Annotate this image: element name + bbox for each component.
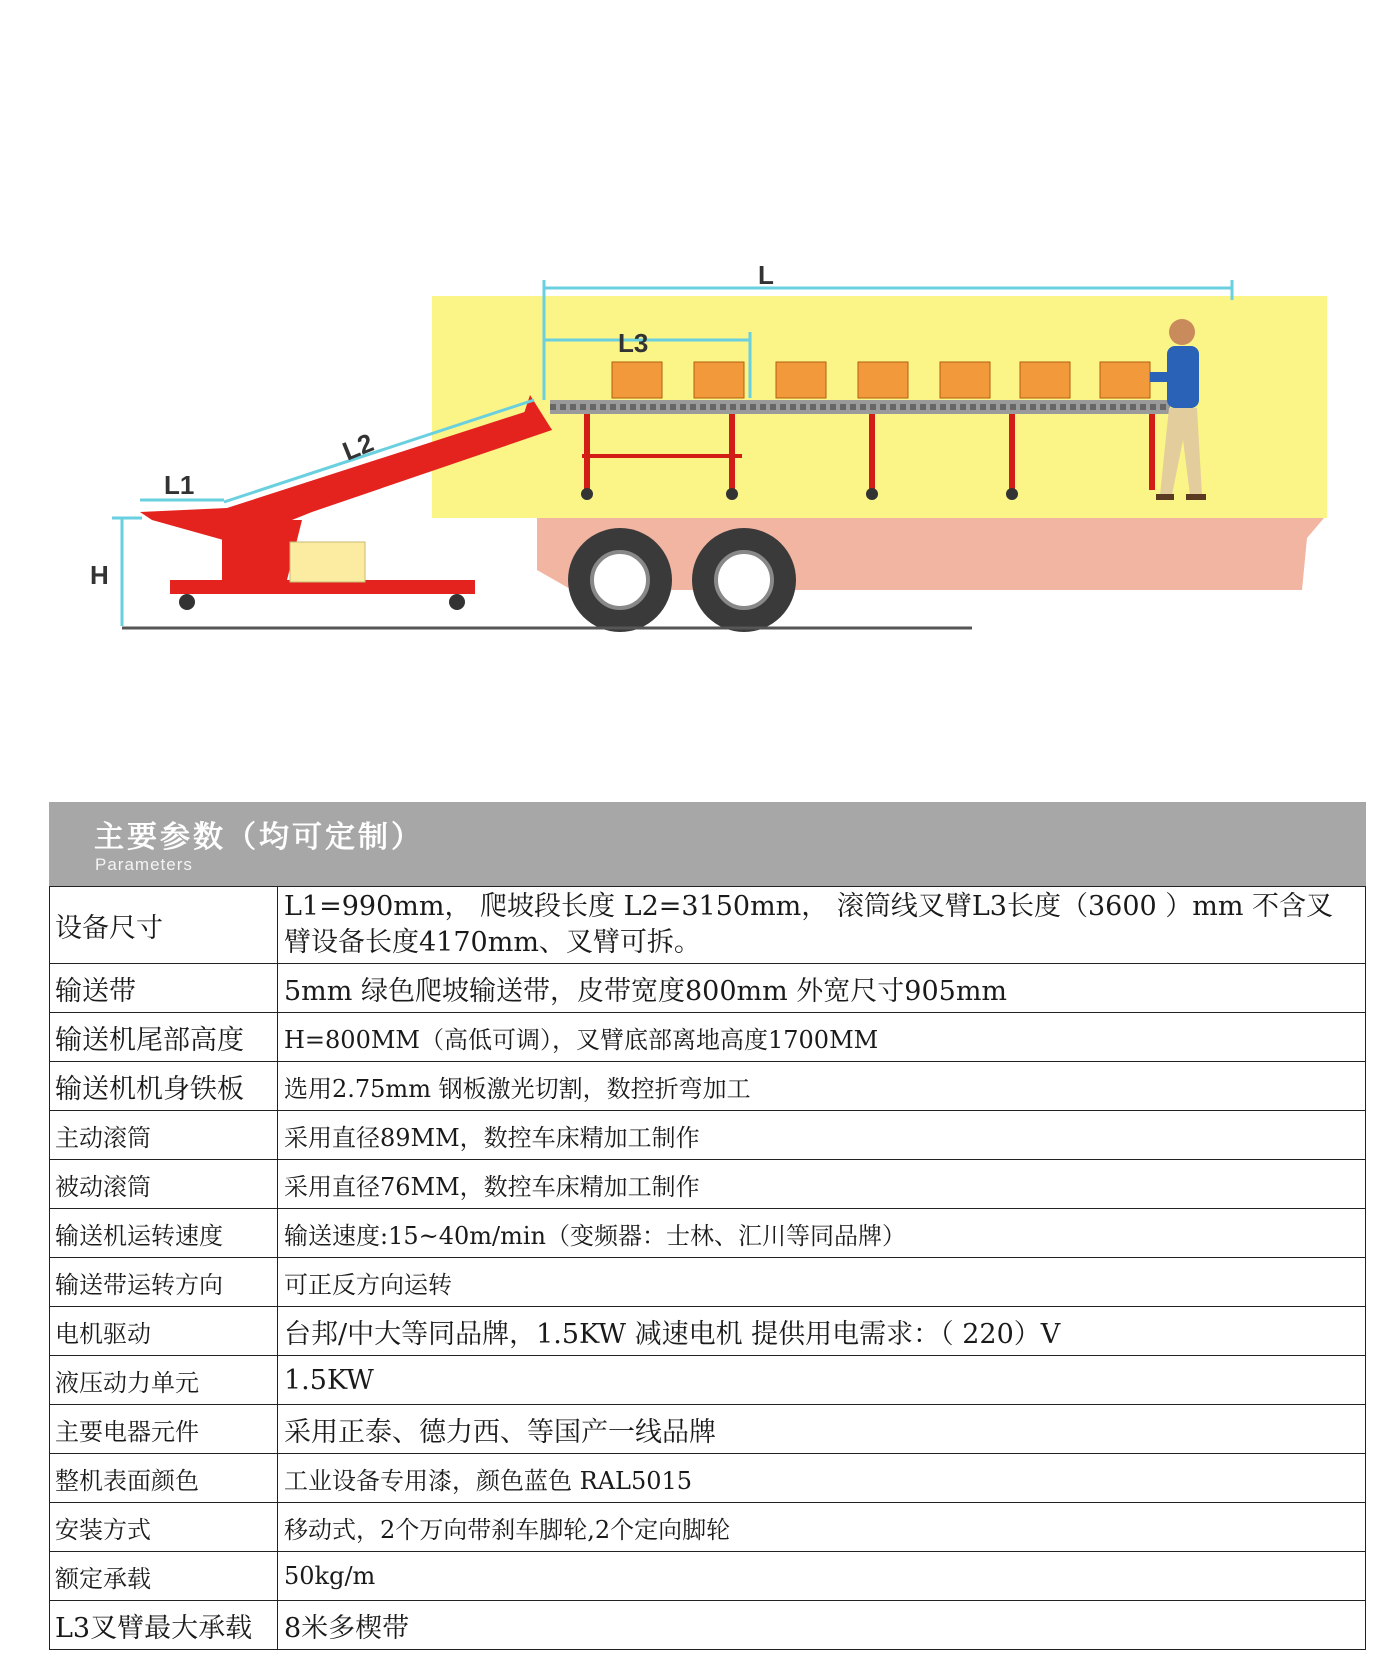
row-label: 设备尺寸 [50,887,278,964]
conveyor-illustration [52,260,1350,700]
row-label: 输送带运转方向 [50,1258,278,1307]
row-label: 输送机运转速度 [50,1209,278,1258]
parameters-header [49,802,1366,886]
label-L1: L1 [164,470,195,500]
table-row [50,1552,1366,1601]
table-row [50,1111,1366,1160]
row-label: 输送机机身铁板 [50,1062,278,1111]
trailer-wheel [568,528,672,632]
parameters-title: 主要参数（均可定制） [94,820,424,855]
label-H: H [90,560,109,590]
table-row [50,1601,1366,1650]
row-value: 50kg/m [278,1552,1366,1601]
table-row [50,887,1366,964]
label-L3: L3 [618,328,649,358]
row-label: 输送带 [50,964,278,1013]
row-label: 安装方式 [50,1503,278,1552]
row-label: 整机表面颜色 [50,1454,278,1503]
row-value: L1=990mm， 爬坡段长度 L2=3150mm， 滚筒线叉臂L3长度（3600 ）mm 不含叉臂设备长度4170mm、叉臂可拆。 [278,887,1366,964]
row-value: 选用2.75mm 钢板激光切割，数控折弯加工 [278,1062,1366,1111]
row-label: 电机驱动 [50,1307,278,1356]
table-row [50,1405,1366,1454]
conveyor-diagram [52,260,1350,700]
table-row [50,964,1366,1013]
row-value: 台邦/中大等同品牌，1.5KW 减速电机 提供用电需求：（ 220）V [278,1307,1366,1356]
row-value: 采用直径76MM，数控车床精加工制作 [278,1160,1366,1209]
row-label: 额定承载 [50,1552,278,1601]
row-value: H=800MM（高低可调），叉臂底部离地高度1700MM [278,1013,1366,1062]
table-row [50,1503,1366,1552]
row-label: 主要电器元件 [50,1405,278,1454]
table-row [50,1454,1366,1503]
row-label: 主动滚筒 [50,1111,278,1160]
table-row [50,1356,1366,1405]
row-value: 8米多楔带 [278,1601,1366,1650]
row-label: 液压动力单元 [50,1356,278,1405]
parameters-table [49,886,1366,1650]
table-row [50,1062,1366,1111]
row-value: 采用正泰、德力西、等国产一线品牌 [278,1405,1366,1454]
table-row [50,1307,1366,1356]
table-row [50,1013,1366,1062]
row-value: 1.5KW [278,1356,1366,1405]
table-row [50,1209,1366,1258]
row-value: 移动式，2个万向带刹车脚轮,2个定向脚轮 [278,1503,1366,1552]
row-label: L3叉臂最大承载 [50,1601,278,1650]
row-label: 被动滚筒 [50,1160,278,1209]
row-value: 工业设备专用漆，颜色蓝色 RAL5015 [278,1454,1366,1503]
parameters-subtitle: Parameters [95,855,193,874]
table-row [50,1258,1366,1307]
table-row [50,1160,1366,1209]
trailer-wheel [692,528,796,632]
row-value: 采用直径89MM，数控车床精加工制作 [278,1111,1366,1160]
row-value: 可正反方向运转 [278,1258,1366,1307]
row-label: 输送机尾部高度 [50,1013,278,1062]
label-L: L [758,260,774,290]
row-value: 5mm 绿色爬坡输送带，皮带宽度800mm 外宽尺寸905mm [278,964,1366,1013]
row-value: 输送速度:15~40m/min（变频器：士林、汇川等同品牌） [278,1209,1366,1258]
label-L2: L2 [338,427,378,467]
